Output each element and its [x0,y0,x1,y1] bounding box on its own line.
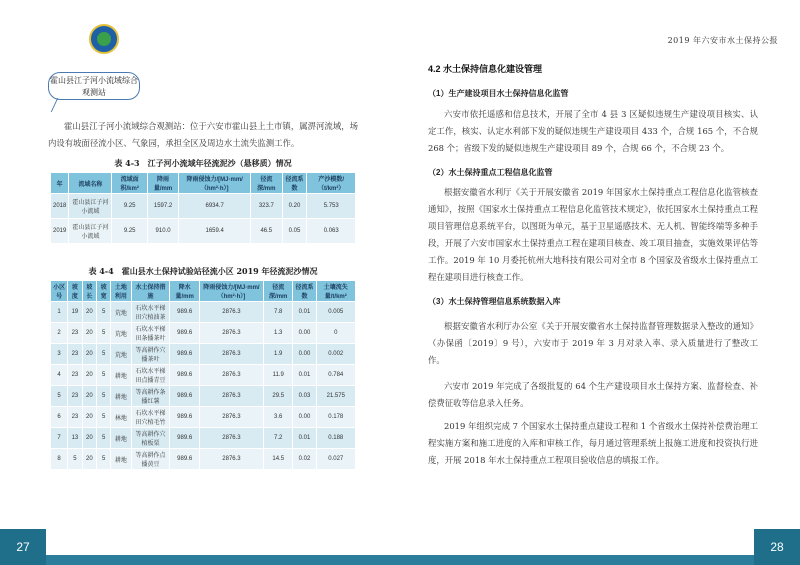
table-cell: 989.6 [170,407,200,428]
table-cell: 霍山县江子河小流域 [69,219,112,244]
table-cell: 1 [51,302,68,323]
table3 [50,172,356,244]
footer-band-right [400,555,754,565]
table-cell: 19 [68,302,82,323]
table-header-cell: 小区号 [51,281,68,302]
table-cell: 林地 [111,407,131,428]
table-cell: 989.6 [170,344,200,365]
table-cell: 1.3 [263,323,293,344]
table-cell: 989.6 [170,386,200,407]
table-cell: 1.9 [263,344,293,365]
table4-header-row [51,281,356,302]
table-cell: 0.05 [282,219,307,244]
table-cell: 9.25 [112,194,147,219]
table-cell: 20 [82,365,96,386]
table-cell: 等高耕作穴播茶叶 [131,344,170,365]
table-cell: 0.027 [316,449,355,470]
table-cell: 3.6 [263,407,293,428]
soil-conservation-emblem-icon [89,24,119,54]
subsection-2: （2）水土保持重点工程信息化监管 [428,168,553,177]
table3-caption: 表 4-3 江子河小流域年径流泥沙（悬移质）情况 [114,158,292,168]
table-cell: 23 [68,323,82,344]
table-header-cell: 土壤流失量/t/km² [316,281,355,302]
table-cell: 989.6 [170,365,200,386]
table-header-cell: 坡长 [82,281,96,302]
table4 [50,280,356,470]
table-cell: 0.20 [282,194,307,219]
table-header-cell: 坡宽 [97,281,111,302]
table-header-cell: 降雨量/mm [147,173,178,194]
table-header-cell: 坡度 [68,281,82,302]
paragraph-1: 六安市依托遥感和信息技术，开展了全市 4 县 3 区疑似违规生产建设项目核实、认定工作，核实、认定水利部下发的疑似违规生产建设项目 433 个，合规 165 个，不合规 268 个；省级下发的疑似违规生产建设项目 89 个，合规 66 个，不合规 23 个。 [428,109,758,153]
table-cell: 6934.7 [179,194,251,219]
table-cell: 7 [51,428,68,449]
table-cell: 0 [316,323,355,344]
table-cell: 989.6 [170,428,200,449]
table-header-cell: 径流深/mm [263,281,293,302]
table-cell: 2876.3 [199,449,263,470]
table-row [51,219,356,244]
table-cell: 5 [97,386,111,407]
table-cell: 0.00 [293,407,316,428]
table-header-cell: 径流深/mm [251,173,282,194]
table-cell: 7.2 [263,428,293,449]
table-cell: 0.02 [293,449,316,470]
paragraph-2: 根据安徽省水利厅《关于开展安徽省 2019 年国家水土保持重点工程信息化监管核查通知》，按照《国家水土保持重点工程信息化监管技术规定》，依托国家水土保持重点工程项目管理信息系统平台，以图斑为单元，基于卫星遥感技术、无人机、智能终端等多种手段，开展了六安市国家水土保持重点工程在建项目核查、竣工项目抽查，实施效果评估等工作。2019 年 10 月委托杭州大地科技有限公司对全市 8 个国家及省级水土保持重点工程在建项目进行核查工作。 [428,187,758,282]
table-cell: 耕地 [111,386,131,407]
table-cell: 20 [82,386,96,407]
paragraph-3: 根据安徽省水利厅办公室《关于开展安徽省水土保持监督管理数据录入整改的通知》（办保函〔2019〕9 号），六安市于 2019 年 3 月对录入率、录入质量进行了整改工作。 [428,321,758,365]
table-header-cell: 降水量/mm [170,281,200,302]
table-cell: 耕地 [111,365,131,386]
table-cell: 20 [82,428,96,449]
table-cell: 0.00 [293,344,316,365]
subsection-1: （1）生产建设项目水土保持信息化监管 [428,89,569,98]
table-cell: 20 [82,302,96,323]
table-row [51,407,356,428]
table-cell: 14.5 [263,449,293,470]
table-cell: 989.6 [170,323,200,344]
table-cell: 0.005 [316,302,355,323]
footer-band [46,555,400,565]
paragraph-4: 六安市 2019 年完成了各级批复的 64 个生产建设项目水土保持方案、监督检查、补偿费征收等信息录入任务。 [428,381,758,408]
table-cell: 0.00 [293,323,316,344]
table-cell: 5 [97,449,111,470]
intro-paragraph: 霍山县江子河小流域综合观测站：位于六安市霍山县上土市镇，属淠河流域，场内设有坡面径流小区、气象园，承担全区及周边水土流失监测工作。 [48,121,358,148]
table-cell: 2876.3 [199,302,263,323]
table-cell: 2876.3 [199,407,263,428]
table-cell: 等高耕作条播红薯 [131,386,170,407]
table-cell: 13 [68,428,82,449]
table-cell: 荒地 [111,344,131,365]
table-cell: 23 [68,407,82,428]
table4-caption: 表 4-4 霍山县水土保持试验站径流小区 2019 年径流泥沙情况 [88,266,318,276]
table-cell: 5 [97,344,111,365]
table-cell: 5.753 [307,194,356,219]
table-cell: 0.784 [316,365,355,386]
table-cell: 20 [82,449,96,470]
paragraph-5: 2019 年组织完成 7 个国家水土保持重点建设工程和 1 个省级水土保持补偿费治理工程实施方案和施工进度的入库和审核工作，每月通过管理系统上报施工进度和投资执行进度，开展 2018 年水土保持重点工程项目验收信息的填报工作。 [428,421,758,465]
table-cell: 989.6 [170,302,200,323]
table-cell: 0.01 [293,428,316,449]
table-cell: 2876.3 [199,344,263,365]
table-cell: 2876.3 [199,386,263,407]
table-header-cell: 土地利用 [111,281,131,302]
table-cell: 石坎水平梯田穴植毛竹 [131,407,170,428]
table-cell: 石坎水平梯田穴植油茶 [131,302,170,323]
table-header-cell: 降雨侵蚀力/[MJ·mm/（hm²·h）] [199,281,263,302]
table-row [51,302,356,323]
table-cell: 0.178 [316,407,355,428]
table-cell: 荒地 [111,302,131,323]
table-cell: 5 [97,407,111,428]
table-cell: 5 [97,323,111,344]
table-cell: 石坎水平梯田条播茶叶 [131,323,170,344]
table-cell: 0.002 [316,344,355,365]
header-title: 2019 年六安市水土保持公报 [667,36,778,45]
table-cell: 20 [82,323,96,344]
table-cell: 323.7 [251,194,282,219]
table-header-cell: 水土保持措施 [131,281,170,302]
table-cell: 0.01 [293,302,316,323]
table3-header-row [51,173,356,194]
table-cell: 21.575 [316,386,355,407]
table-cell: 989.6 [170,449,200,470]
page-number-right: 28 [754,529,800,565]
table-cell: 5 [97,428,111,449]
table-cell: 2 [51,323,68,344]
table-cell: 11.9 [263,365,293,386]
table-row [51,323,356,344]
section-title: 4.2 水土保持信息化建设管理 [428,64,543,74]
table-cell: 910.0 [147,219,178,244]
table-cell: 霍山县江子河小流域 [69,194,112,219]
table-cell: 2019 [51,219,69,244]
table-header-cell: 产沙模数/（t/km²） [307,173,356,194]
table-cell: 2876.3 [199,323,263,344]
table-cell: 0.188 [316,428,355,449]
table-cell: 1659.4 [179,219,251,244]
table-row [51,194,356,219]
table-row [51,344,356,365]
table-cell: 0.01 [293,365,316,386]
table-cell: 7.8 [263,302,293,323]
table-cell: 5 [68,449,82,470]
table-cell: 耕地 [111,428,131,449]
table-cell: 5 [51,386,68,407]
table-header-cell: 年 [51,173,69,194]
table-cell: 4 [51,365,68,386]
table-cell: 2876.3 [199,428,263,449]
station-callout: 霍山县江子河小流域综合观测站 [48,72,140,100]
table-cell: 0.03 [293,386,316,407]
table-cell: 2018 [51,194,69,219]
table-cell: 46.5 [251,219,282,244]
table-cell: 耕地 [111,449,131,470]
table-header-cell: 流域名称 [69,173,112,194]
table-header-cell: 径流系数 [282,173,307,194]
right-page [400,0,800,565]
table-cell: 20 [82,344,96,365]
table-cell: 23 [68,344,82,365]
table-row [51,386,356,407]
table-header-cell: 降雨侵蚀力/[MJ·mm/（hm²·h）] [179,173,251,194]
table-cell: 1597.2 [147,194,178,219]
table-cell: 23 [68,386,82,407]
table-cell: 荒地 [111,323,131,344]
table-header-cell: 径流系数 [293,281,316,302]
callout-tail [51,98,71,112]
table-cell: 0.063 [307,219,356,244]
table-cell: 5 [97,365,111,386]
table-cell: 23 [68,365,82,386]
table-cell: 8 [51,449,68,470]
table-cell: 29.5 [263,386,293,407]
page-number: 27 [0,529,46,565]
table-cell: 等高耕作点播黄豆 [131,449,170,470]
table-header-cell: 流域面积/km² [112,173,147,194]
table-cell: 20 [82,407,96,428]
table-cell: 石坎水平梯田点播青豆 [131,365,170,386]
table-row [51,365,356,386]
subsection-3: （3）水土保持管理信息系统数据入库 [428,297,561,306]
table-cell: 等高耕作穴植板栗 [131,428,170,449]
table-row [51,428,356,449]
table-cell: 2876.3 [199,365,263,386]
table-cell: 9.25 [112,219,147,244]
table-cell: 5 [97,302,111,323]
table-cell: 3 [51,344,68,365]
table-row [51,449,356,470]
table-cell: 6 [51,407,68,428]
